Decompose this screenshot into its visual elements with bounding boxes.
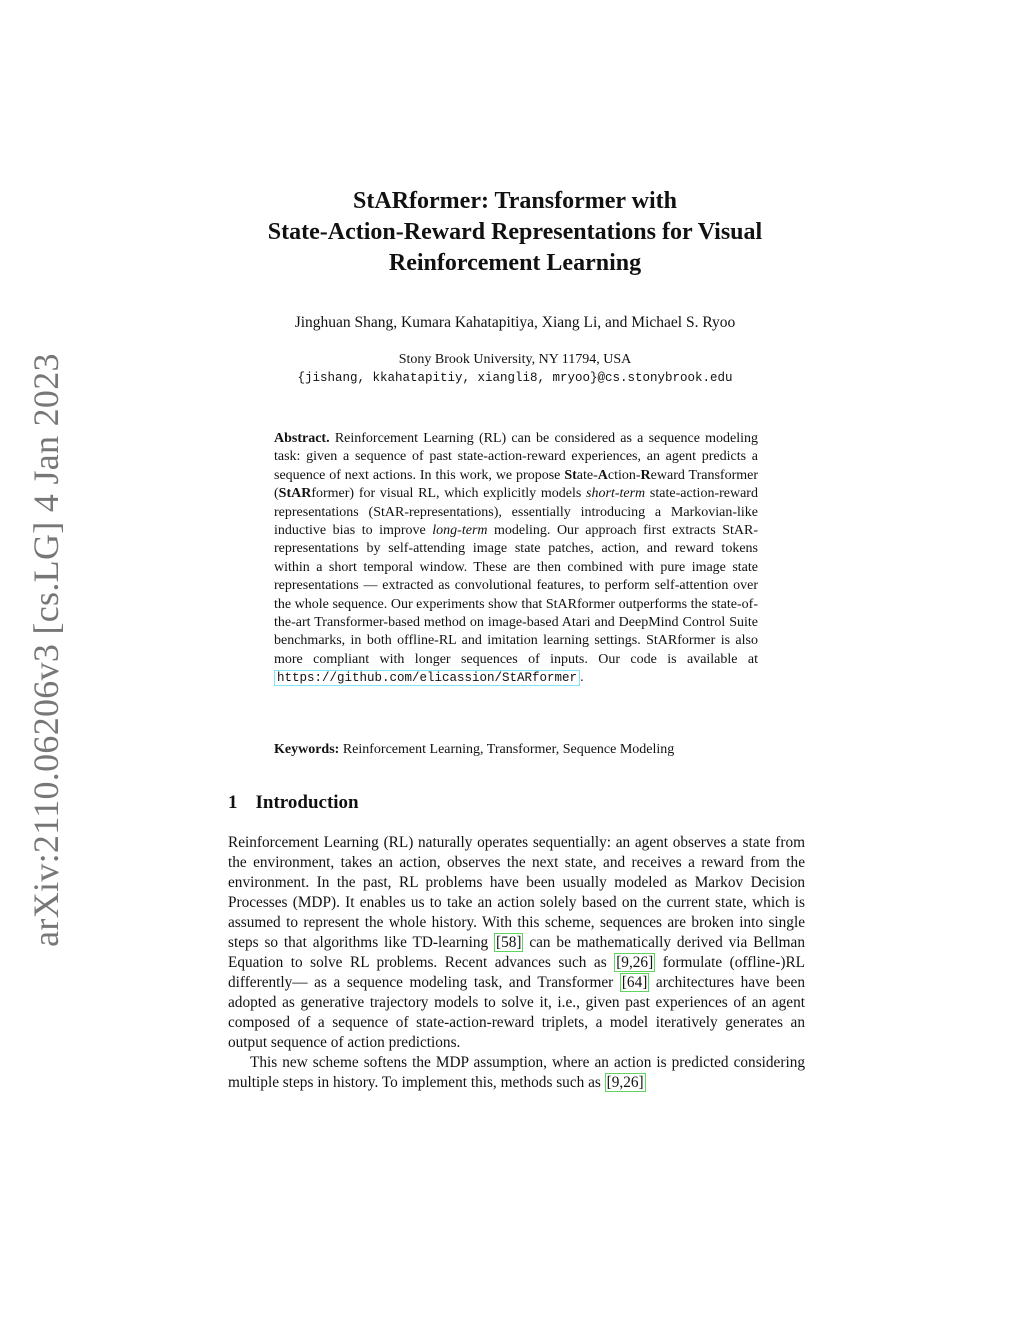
title-line: Reinforcement Learning bbox=[388, 250, 642, 276]
paper-title bbox=[200, 186, 830, 279]
keywords bbox=[274, 742, 758, 758]
paragraph-text: This new scheme softens the MDP assumption, where an action is predicted considering multiple steps in history. To implement this, methods such as bbox=[228, 1054, 805, 1091]
citation-link[interactable]: [58] bbox=[495, 934, 522, 951]
paragraph-text: Reinforcement Learning (RL) naturally operates sequentially: an agent observes a state from the environment, takes an action, observes the next state, and receives a reward from the environment. In the past, RL problems have been usually modeled as Markov Decision Processes (MDP). It enables us to take an action solely based on the current state, which is assumed to represent the whole history. With this scheme, sequences are broken into single steps so that algorithms like TD-learning bbox=[228, 834, 805, 951]
abstract-text: state-action-reward representations (StAR-representations), essentially introducing a Markovian-like inductive bias to improve bbox=[274, 486, 758, 539]
abstract-text: eward Transformer ( bbox=[274, 467, 758, 502]
abstract-text: former) for visual RL, which explicitly models bbox=[311, 486, 587, 502]
paragraph-text: formulate (offline-)RL differently— as a sequence modeling task, and Transformer bbox=[228, 954, 806, 991]
abstract bbox=[274, 430, 758, 688]
abstract-text: modeling. Our approach first extracts StAR-representations by self-attending image state patches, action, and reward tokens within a short temporal window. These are then combined with pure image state representations — extracted as convolutional features, to perform self-attention over the whole sequence. Our experiments show that StARformer outperforms the state-of-the-art Transformer-based method on image-based Atari and DeepMind Control Suite benchmarks, in both offline-RL and imitation learning settings. StARformer is also more compliant with longer sequences of inputs. Our code is available at bbox=[274, 523, 758, 667]
arxiv-identifier: arXiv:2110.06206v3 [cs.LG] 4 Jan 2023 bbox=[26, 353, 66, 947]
paragraph bbox=[228, 833, 805, 1053]
section-title: Introduction bbox=[255, 792, 359, 813]
title-line: State-Action-Reward Representations for Visual bbox=[267, 219, 763, 245]
author-list: Jinghuan Shang, Kumara Kahatapitiya, Xiang Li, and Michael S. Ryoo bbox=[294, 314, 736, 331]
author-emails: {jishang, kkahatapitiy, xiangli8, mryoo}@cs.stonybrook.edu bbox=[297, 371, 733, 385]
paragraph-text: can be mathematically derived via Bellman Equation to solve RL problems. Recent advances such as bbox=[228, 934, 805, 971]
paragraph bbox=[228, 1053, 805, 1093]
affiliation-block bbox=[200, 350, 830, 388]
arxiv-stamp bbox=[20, 353, 72, 947]
abstract-label: Abstract. bbox=[274, 431, 330, 446]
affiliation: Stony Brook University, NY 11794, USA bbox=[398, 352, 632, 367]
title-line: StARformer: Transformer with bbox=[353, 188, 677, 214]
citation-link[interactable]: [9,26] bbox=[616, 954, 654, 971]
abstract-bold: StAR bbox=[278, 486, 312, 502]
abstract-italic: short-term bbox=[586, 486, 646, 502]
keywords-text: Reinforcement Learning, Transformer, Sequence Modeling bbox=[342, 742, 675, 757]
abstract-text: . bbox=[580, 670, 584, 686]
abstract-italic: long-term bbox=[432, 523, 488, 539]
abstract-bold: R bbox=[640, 467, 651, 483]
keywords-label: Keywords: bbox=[274, 742, 340, 757]
citation-link[interactable]: [64] bbox=[621, 974, 648, 991]
introduction-body bbox=[228, 833, 805, 1093]
abstract-bold: St bbox=[564, 467, 577, 483]
paragraph-text: architectures have been adopted as generative trajectory models to solve it, i.e., given past experiences of an agent composed of a sequence of state-action-reward triplets, a model iteratively generates an output sequence of action predictions. bbox=[228, 974, 805, 1051]
abstract-text: Reinforcement Learning (RL) can be considered as a sequence modeling task: given a sequence of past state-action-reward experiences, an agent predicts a sequence of next actions. In this work, we propose bbox=[274, 431, 759, 483]
abstract-bold: A bbox=[597, 467, 608, 483]
abstract-text: ate- bbox=[576, 467, 598, 483]
section-number: 1 bbox=[228, 792, 238, 813]
code-link[interactable]: https://github.com/elicassion/StARformer bbox=[274, 670, 580, 686]
citation-link[interactable]: [9,26] bbox=[606, 1074, 644, 1091]
section-heading bbox=[228, 792, 359, 814]
abstract-text: ction- bbox=[607, 467, 641, 483]
